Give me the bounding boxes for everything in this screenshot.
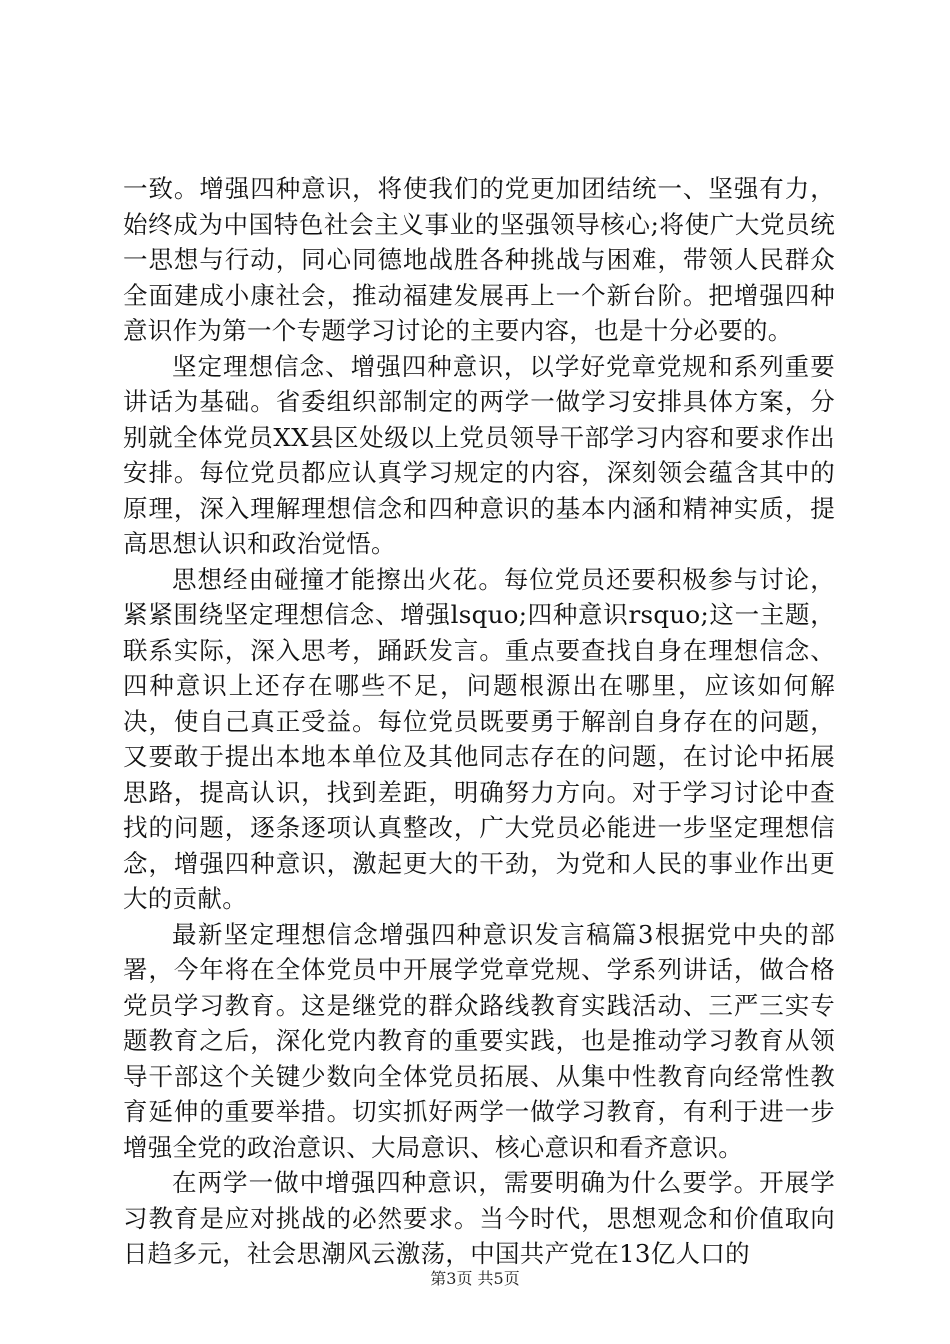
paragraph-2: 坚定理想信念、增强四种意识，以学好党章党规和系列重要讲话为基础。省委组织部制定的两学一做学习安排具体方案，分别就全体党员XX县区处级以上党员领导干部学习内容和要求作出安排。每位党员都应认真学习规定的内容，深刻领会蕴含其中的原理，深入理解理想信念和四种意识的基本内涵和精神实质，提高思想认识和政治觉悟。 [123, 351, 835, 558]
paragraph-3: 思想经由碰撞才能擦出火花。每位党员还要积极参与讨论，紧紧围绕坚定理想信念、增强lsquo;四种意识rsquo;这一主题，联系实际，深入思考，踊跃发言。重点要查找自身在理想信念、四种意识上还存在哪些不足，问题根源出在哪里，应该如何解决，使自己真正受益。每位党员既要勇于解剖自身存在的问题，又要敢于提出本地本单位及其他同志存在的问题，在讨论中拓展思路，提高认识，找到差距，明确努力方向。对于学习讨论中查找的问题，逐条逐项认真整改，广大党员必能进一步坚定理想信念，增强四种意识，激起更大的干劲，为党和人民的事业作出更大的贡献。 [123, 564, 835, 913]
paragraph-1: 一致。增强四种意识，将使我们的党更加团结统一、坚强有力，始终成为中国特色社会主义事业的坚强领导核心;将使广大党员统一思想与行动，同心同德地战胜各种挑战与困难，带领人民群众全面建成小康社会，推动福建发展再上一个新台阶。把增强四种意识作为第一个专题学习讨论的主要内容，也是十分必要的。 [123, 174, 835, 345]
paragraph-4: 最新坚定理想信念增强四种意识发言稿篇3根据党中央的部署，今年将在全体党员中开展学党章党规、学系列讲话，做合格党员学习教育。这是继党的群众路线教育实践活动、三严三实专题教育之后，深化党内教育的重要实践，也是推动学习教育从领导干部这个关键少数向全体党员拓展、从集中性教育向经常性教育延伸的重要举措。切实抓好两学一做学习教育，有利于进一步增强全党的政治意识、大局意识、核心意识和看齐意识。 [123, 919, 835, 1162]
paragraph-5: 在两学一做中增强四种意识，需要明确为什么要学。开展学习教育是应对挑战的必然要求。当今时代，思想观念和价值取向日趋多元，社会思潮风云激荡，中国共产党在13亿人口的 [123, 1168, 835, 1268]
page-number-footer: 第3页 共5页 [430, 1269, 520, 1288]
document-body [123, 171, 835, 1272]
